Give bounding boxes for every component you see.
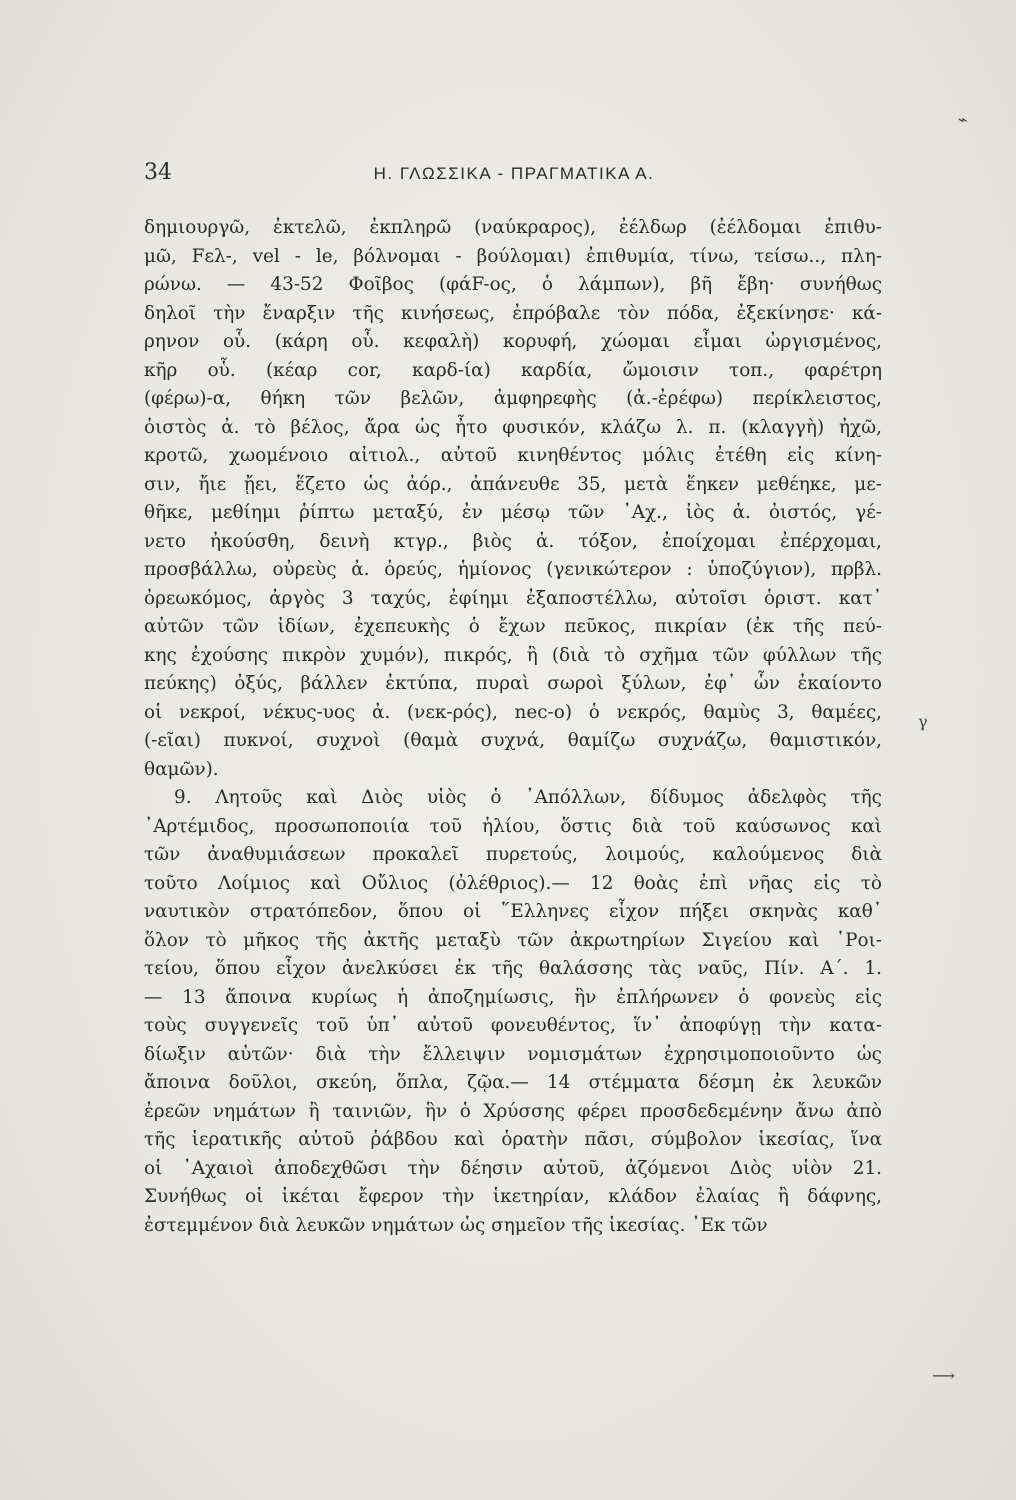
text-line: τοῦτο Λοίμιος καὶ Οὔλιος (ὀλέθριος).— 12 θοὰς ἐπὶ νῆας εἰς τὸ [144, 872, 882, 894]
text-line: ναυτικὸν στρατόπεδον, ὅπου οἱ ῞Ελληνες εἶχον πήξει σκηνὰς καθ᾿ [144, 901, 882, 922]
text-line: τῆς ἱερατικῆς αὐτοῦ ῥάβδου καὶ ὁρατὴν πᾶσι, σύμβολον ἱκεσίας, ἵνα [144, 1129, 882, 1150]
margin-mark-top: ⌁ [958, 110, 968, 129]
text-line: ἐρεῶν νημάτων ἢ ταινιῶν, ἣν ὁ Χρύσσης φέρει προσδεδεμένην ἄνω ἀπὸ [144, 1100, 882, 1122]
text-line: — 13 ἄποινα κυρίως ἡ ἀποζημίωσις, ἣν ἐπλήρωνεν ὁ φονεὺς εἰς [144, 986, 882, 1008]
text-line: θαμῶν). [144, 758, 219, 780]
text-line: δηλοῖ τὴν ἔναρξιν τῆς κινήσεως, ἐπρόβαλε τὸν πόδα, ἐξεκίνησε· κά- [144, 302, 882, 324]
text-line: οἱ ᾿Αχαιοὶ ἀποδεχθῶσι τὴν δέησιν αὐτοῦ, ἀζόμενοι Διὸς υἱὸν 21. [144, 1157, 882, 1179]
text-line: σιν, ἤιε ᾔει, ἕζετο ὡς ἀόρ., ἀπάνευθε 35, μετὰ ἕηκεν μεθέηκε, με- [144, 473, 882, 495]
text-line: τείου, ὅπου εἶχον ἀνελκύσει ἐκ τῆς θαλάσσης τὰς ναῦς, Πίν. Α΄. 1. [144, 958, 882, 979]
text-line: ὅλον τὸ μῆκος τῆς ἀκτῆς μεταξὺ τῶν ἀκρωτηρίων Σιγείου καὶ ῾Ροι- [144, 929, 882, 951]
margin-mark-bottom: ⟶ [932, 1366, 955, 1385]
text-line: (-εῖαι) πυκνοί, συχνοὶ (θαμὰ συχνά, θαμίζω συχνάζω, θαμιστικόν, [144, 730, 882, 751]
text-line: τοὺς συγγενεῖς τοῦ ὑπ᾿ αὐτοῦ φονευθέντος, ἵν᾿ ἀποφύγῃ τὴν κατα- [144, 1015, 882, 1036]
running-head: Η. ΓΛΩΣΣΙΚΑ - ΠΡΑΓΜΑΤΙΚΑ Α. [373, 164, 655, 183]
text-line: δίωξιν αὐτῶν· διὰ τὴν ἔλλειψιν νομισμάτων ἐχρησιμοποιοῦντο ὡς [144, 1043, 882, 1065]
text-line: ὀρεωκόμος, ἀργὸς 3 ταχύς, ἐφίημι ἐξαποστέλλω, αὐτοῖσι ὁριστ. κατ᾿ [144, 587, 882, 609]
text-line: δημιουργῶ, ἐκτελῶ, ἐκπληρῶ (ναύκραρος), ἐέλδωρ (ἐέλδομαι ἐπιθυ- [144, 217, 882, 238]
text-line: ὀιστὸς ἀ. τὸ βέλος, ἄρα ὡς ἦτο φυσικόν, κλάζω λ. π. (κλαγγὴ) ἠχῶ, [144, 416, 882, 438]
text-line: κῆρ οὗ. (κέαρ cor, καρδ-ία) καρδία, ὤμοισιν τοπ., φαρέτρη [144, 359, 882, 381]
text-line: νετο ἠκούσθη, δεινὴ κτγρ., βιὸς ἀ. τόξον, ἐποίχομαι ἐπέρχομαι, [144, 530, 882, 552]
page-number: 34 [144, 160, 172, 185]
page-header [144, 160, 884, 194]
text-line: πεύκης) ὀξύς, βάλλεν ἐκτύπα, πυραὶ σωροὶ ξύλων, ἐφ᾿ ὧν ἐκαίοντο [144, 673, 882, 694]
text-line: Συνήθως οἱ ἱκέται ἔφερον τὴν ἱκετηρίαν, κλάδον ἐλαίας ἢ δάφνης, [144, 1186, 882, 1207]
text-line: προσβάλλω, οὐρεὺς ἀ. ὀρεύς, ἡμίονος (γενικώτερον : ὑποζύγιον), πρβλ. [144, 559, 882, 580]
text-line: ρώνω. — 43-52 Φοῖβος (φάF-ος, ὁ λάμπων), βῆ ἔβη· συνήθως [144, 274, 882, 295]
text-line: κης ἐχούσης πικρὸν χυμόν), πικρός, ἢ (διὰ τὸ σχῆμα τῶν φύλλων τῆς [144, 644, 882, 666]
text-line: (φέρω)-α, θήκη τῶν βελῶν, ἀμφηρεφὴς (ἀ.-ἐρέφω) περίκλειστος, [144, 388, 882, 409]
text-line: οἱ νεκροί, νέκυς-υος ἀ. (νεκ-ρός), nec-o) ὁ νεκρός, θαμὺς 3, θαμέες, [144, 701, 882, 723]
text-line: μῶ, Fελ-, vel - le, βόλνομαι - βούλομαι) ἐπιθυμία, τίνω, τείσω.., πλη- [144, 245, 882, 267]
text-line: αὐτῶν τῶν ἰδίων, ἐχεπευκὴς ὁ ἔχων πεῦκος, πικρίαν (ἐκ τῆς πεύ- [144, 616, 882, 637]
text-line: ρηνον οὗ. (κάρη οὗ. κεφαλὴ) κορυφή, χώομαι εἶμαι ὠργισμένος, [144, 331, 882, 352]
text-line: ἄποινα δοῦλοι, σκεύη, ὅπλα, ζῷα.— 14 στέμματα δέσμη ἐκ λευκῶν [144, 1072, 882, 1093]
text-line: τῶν ἀναθυμιάσεων προκαλεῖ πυρετούς, λοιμούς, καλούμενος διὰ [144, 844, 882, 865]
text-line: ᾿Αρτέμιδος, προσωποποιία τοῦ ἡλίου, ὅστις διὰ τοῦ καύσωνος καὶ [144, 815, 882, 837]
text-line: θῆκε, μεθίημι ῥίπτω μεταξύ, ἐν μέσῳ τῶν ᾿Αχ., ἰὸς ἀ. ὀιστός, γέ- [144, 502, 882, 523]
text-line: ἐστεμμένον διὰ λευκῶν νημάτων ὡς σημεῖον τῆς ἱκεσίας. ᾿Εκ τῶν [144, 1214, 768, 1236]
margin-mark-mid: γ [918, 712, 928, 731]
text-line: κροτῶ, χωομένοιο αἰτιολ., αὐτοῦ κινηθέντος μόλις ἐτέθη εἰς κίνη- [144, 445, 882, 466]
text-line: 9. Λητοῦς καὶ Διὸς υἱὸς ὁ ᾿Απόλλων, δίδυμος ἀδελφὸς τῆς [174, 787, 882, 808]
body-text [144, 214, 882, 1240]
